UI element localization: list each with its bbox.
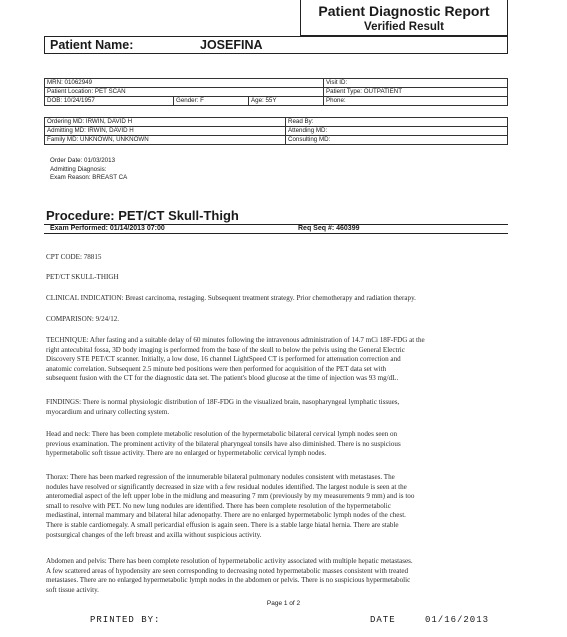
req-seq: Req Seq #: 460399: [298, 225, 360, 232]
attending-md-cell: Attending MD:: [286, 127, 508, 136]
comparison: COMPARISON: 9/24/12.: [46, 315, 120, 323]
clinical-indication: CLINICAL INDICATION: Breast carcinoma, restaging. Subsequent treatment strategy. Prior chemotherapy and radiation therapy.: [46, 294, 416, 302]
thorax-paragraph: [46, 473, 414, 540]
physicians-grid: [44, 117, 508, 145]
cpt-code: CPT CODE: 78815: [46, 253, 102, 261]
thorax-line: Thorax: There has been marked regression of the innumerable bilateral pulmonary nodules consistent with metastases. The: [46, 473, 395, 481]
printed-by-label: PRINTED BY:: [90, 615, 161, 625]
exam-reason: Exam Reason: BREAST CA: [50, 174, 128, 181]
patient-name-value: JOSEFINA: [200, 38, 263, 52]
patient-location-cell: Patient Location: PET SCAN: [45, 88, 324, 97]
admitting-diagnosis: Admitting Diagnosis:: [50, 165, 107, 173]
technique-line: right antecubital fossa, 3D body imaging is performed from the base of the skull to below the pelvis using the General Electric: [46, 345, 405, 354]
family-md-cell: Family MD: UNKNOWN, UNKNOWN: [45, 136, 286, 145]
findings-paragraph: [46, 398, 399, 417]
procedure-title: Procedure: PET/CT Skull-Thigh: [46, 208, 239, 223]
print-date: 01/16/2013: [425, 615, 490, 625]
patient-info-grid: [44, 78, 508, 106]
head-neck-line: hypermetabolic soft tissue activity. There are no enlarged or hypermetabolic cervical lymph nodes.: [46, 449, 327, 458]
read-by-cell: Read By:: [286, 118, 508, 127]
findings-line: FINDINGS: There is normal physiologic distribution of 18F-FDG in the visualized brain, nasopharyngeal lymphatic tissues,: [46, 398, 400, 406]
technique-line: Discovery STE PET/CT scanner. Initially, a low dose, 16 channel LightSpeed CT is performed for attenuation correction and: [46, 355, 401, 364]
thorax-line: small to resolve with PET. No new lung nodules are identified. There has been complete resolution of the hypermetabolic: [46, 501, 391, 510]
report-title: Patient Diagnostic Report: [318, 3, 490, 19]
abdomen-line: A few scattered areas of hypodensity are seen corresponding to decreasing noted hypermetabolic masses consistent with treated: [46, 566, 409, 575]
head-neck-line: Head and neck: There has been complete metabolic resolution of the hypermetabolic bilateral cervical lymph nodes seen on: [46, 430, 398, 438]
thorax-line: nodules have resolved or significantly decreased in size with a few residual nodules identified. The largest nodule is seen at the: [46, 482, 407, 491]
phone-cell: Phone:: [324, 97, 508, 106]
exam-performed: Exam Performed: 01/14/2013 07:00: [50, 225, 165, 232]
abdomen-line: soft tissue activity.: [46, 585, 99, 594]
technique-paragraph: [46, 336, 425, 384]
report-subtitle: Verified Result: [364, 21, 444, 33]
patient-name-label: Patient Name:: [50, 38, 134, 52]
order-date: Order Date: 01/03/2013: [50, 157, 116, 164]
patient-type-cell: Patient Type: OUTPATIENT: [324, 88, 508, 97]
thorax-line: There is stable cardiomegaly. A small pericardial effusion is again seen. There is a stable large hiatal hernia. There are stable: [46, 520, 399, 529]
abdomen-line: Abdomen and pelvis: There has been complete resolution of hypermetabolic activity associated with multiple hepatic metastases.: [46, 557, 413, 565]
page-number: Page 1 of 2: [266, 600, 301, 607]
age-cell: Age: 55Y: [249, 97, 324, 106]
thorax-line: anteromedial aspect of the left upper lobe in the midlung and measuring 7 mm (previously by my measurements 9 mm) and is too: [46, 492, 415, 501]
gender-cell: Gender: F: [174, 97, 249, 106]
admitting-md-cell: Admitting MD: IRWIN, DAVID H: [45, 127, 286, 136]
head-neck-line: previous examination. The prominent activity of the bilateral pharyngeal tonsils have also diminished. There is no suspicious: [46, 439, 401, 448]
thorax-line: mediastinal, internal mammary and bilateral hilar adenopathy. There are no enlarged hypermetabolic lymph nodes of the chest.: [46, 511, 406, 520]
mrn-cell: MRN: 01062949: [45, 79, 324, 88]
technique-line: anatomic correlation. Subsequent 2.5 minute bed positions were then performed for acquisition of the PET data set with: [46, 364, 387, 373]
visit-id-cell: Visit ID:: [324, 79, 508, 88]
abdomen-paragraph: [46, 557, 413, 595]
exam-name: PET/CT SKULL-THIGH: [46, 273, 119, 281]
consulting-md-cell: Consulting MD:: [286, 136, 508, 145]
head-neck-paragraph: [46, 430, 401, 459]
ordering-md-cell: Ordering MD: IRWIN, DAVID H: [45, 118, 286, 127]
thorax-line: postsurgical changes of the left breast and axilla without suspicious activity.: [46, 530, 262, 539]
technique-line: TECHNIQUE: After fasting and a suitable delay of 60 minutes following the intravenous administration of 14.7 mCi 18F-FDG at the: [46, 336, 425, 344]
dob-cell: DOB: 10/24/1957: [45, 97, 174, 106]
abdomen-line: metastases. There are no enlarged hypermetabolic lymph nodes in the abdomen or pelvis. There is no suspicious hypermetabolic: [46, 576, 411, 585]
technique-line: subsequent fusion with the CT for the diagnostic data set. The patient's blood glucose at the time of injection was 93 mg/dL.: [46, 374, 399, 383]
findings-line: myocardium and urinary collecting system.: [46, 407, 170, 416]
date-label: DATE: [370, 615, 396, 625]
